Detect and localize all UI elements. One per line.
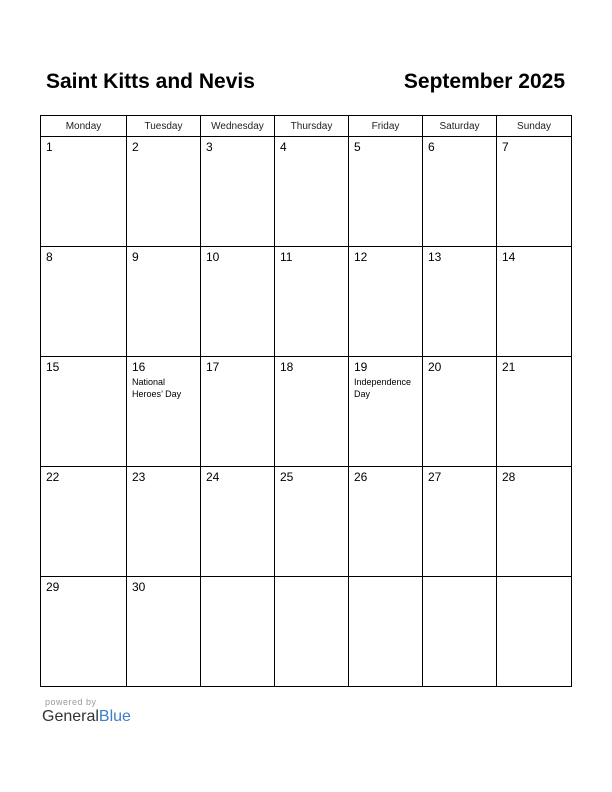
day-cell — [349, 467, 423, 577]
day-cell — [275, 467, 349, 577]
week-row — [41, 357, 572, 467]
day-number: 9 — [132, 250, 139, 264]
weekday-friday: Friday — [349, 116, 423, 137]
calendar-grid — [40, 115, 572, 687]
month-title: September 2025 — [403, 70, 565, 93]
week-row — [41, 467, 572, 577]
weekday-thursday: Thursday — [275, 116, 349, 137]
day-number: 22 — [46, 470, 60, 484]
calendar-body — [41, 137, 572, 687]
weekday-saturday: Saturday — [423, 116, 497, 137]
day-number: 7 — [502, 140, 509, 154]
day-number: 25 — [280, 470, 294, 484]
day-number: 29 — [46, 580, 60, 594]
empty-day-cell — [423, 577, 497, 687]
day-number: 15 — [46, 360, 60, 374]
day-cell — [127, 247, 201, 357]
day-number: 17 — [206, 360, 220, 374]
day-number: 12 — [354, 250, 368, 264]
weekday-sunday: Sunday — [497, 116, 572, 137]
day-cell — [127, 577, 201, 687]
day-cell — [497, 357, 572, 467]
empty-day-cell — [349, 577, 423, 687]
day-cell — [423, 467, 497, 577]
day-number: 24 — [206, 470, 220, 484]
empty-day-cell — [497, 577, 572, 687]
day-number: 23 — [132, 470, 146, 484]
day-cell — [275, 137, 349, 247]
day-cell — [201, 467, 275, 577]
day-number: 28 — [502, 470, 516, 484]
country-title: Saint Kitts and Nevis — [46, 70, 255, 93]
day-number: 16 — [132, 360, 146, 374]
day-cell — [349, 357, 423, 467]
weekday-wednesday: Wednesday — [201, 116, 275, 137]
day-cell — [423, 357, 497, 467]
holiday-label: National Heroes’ Day — [132, 377, 182, 399]
day-number: 30 — [132, 580, 146, 594]
day-cell — [127, 467, 201, 577]
day-cell — [423, 247, 497, 357]
day-cell — [201, 137, 275, 247]
week-row — [41, 137, 572, 247]
week-row — [41, 577, 572, 687]
day-number: 20 — [428, 360, 442, 374]
holiday-label: Independence Day — [354, 377, 412, 399]
day-cell — [497, 137, 572, 247]
day-cell — [349, 137, 423, 247]
day-number: 5 — [354, 140, 361, 154]
day-cell — [41, 247, 127, 357]
day-cell — [127, 357, 201, 467]
empty-day-cell — [201, 577, 275, 687]
day-cell — [41, 577, 127, 687]
weekday-monday: Monday — [41, 116, 127, 137]
day-number: 21 — [502, 360, 516, 374]
generalblue-logo[interactable] — [42, 708, 131, 726]
weekday-tuesday: Tuesday — [127, 116, 201, 137]
weekday-header-row — [41, 116, 572, 137]
logo-blue-text: Blue — [98, 708, 131, 725]
powered-by-text: powered by — [45, 697, 97, 707]
day-number: 6 — [428, 140, 435, 154]
day-number: 26 — [354, 470, 368, 484]
day-number: 3 — [206, 140, 213, 154]
day-cell — [127, 137, 201, 247]
day-cell — [41, 357, 127, 467]
day-cell — [423, 137, 497, 247]
empty-day-cell — [275, 577, 349, 687]
day-cell — [41, 137, 127, 247]
day-number: 19 — [354, 360, 368, 374]
logo-general-text: General — [42, 708, 99, 725]
day-number: 18 — [280, 360, 294, 374]
day-cell — [497, 467, 572, 577]
day-number: 27 — [428, 470, 442, 484]
day-number: 11 — [280, 250, 293, 264]
week-row — [41, 247, 572, 357]
day-cell — [41, 467, 127, 577]
footer — [42, 697, 131, 726]
day-number: 10 — [206, 250, 220, 264]
day-number: 14 — [502, 250, 516, 264]
day-cell — [201, 357, 275, 467]
day-cell — [497, 247, 572, 357]
day-number: 1 — [46, 140, 53, 154]
day-number: 8 — [46, 250, 53, 264]
day-cell — [201, 247, 275, 357]
day-cell — [349, 247, 423, 357]
day-number: 13 — [428, 250, 442, 264]
day-cell — [275, 247, 349, 357]
day-number: 2 — [132, 140, 139, 154]
day-cell — [275, 357, 349, 467]
day-number: 4 — [280, 140, 287, 154]
